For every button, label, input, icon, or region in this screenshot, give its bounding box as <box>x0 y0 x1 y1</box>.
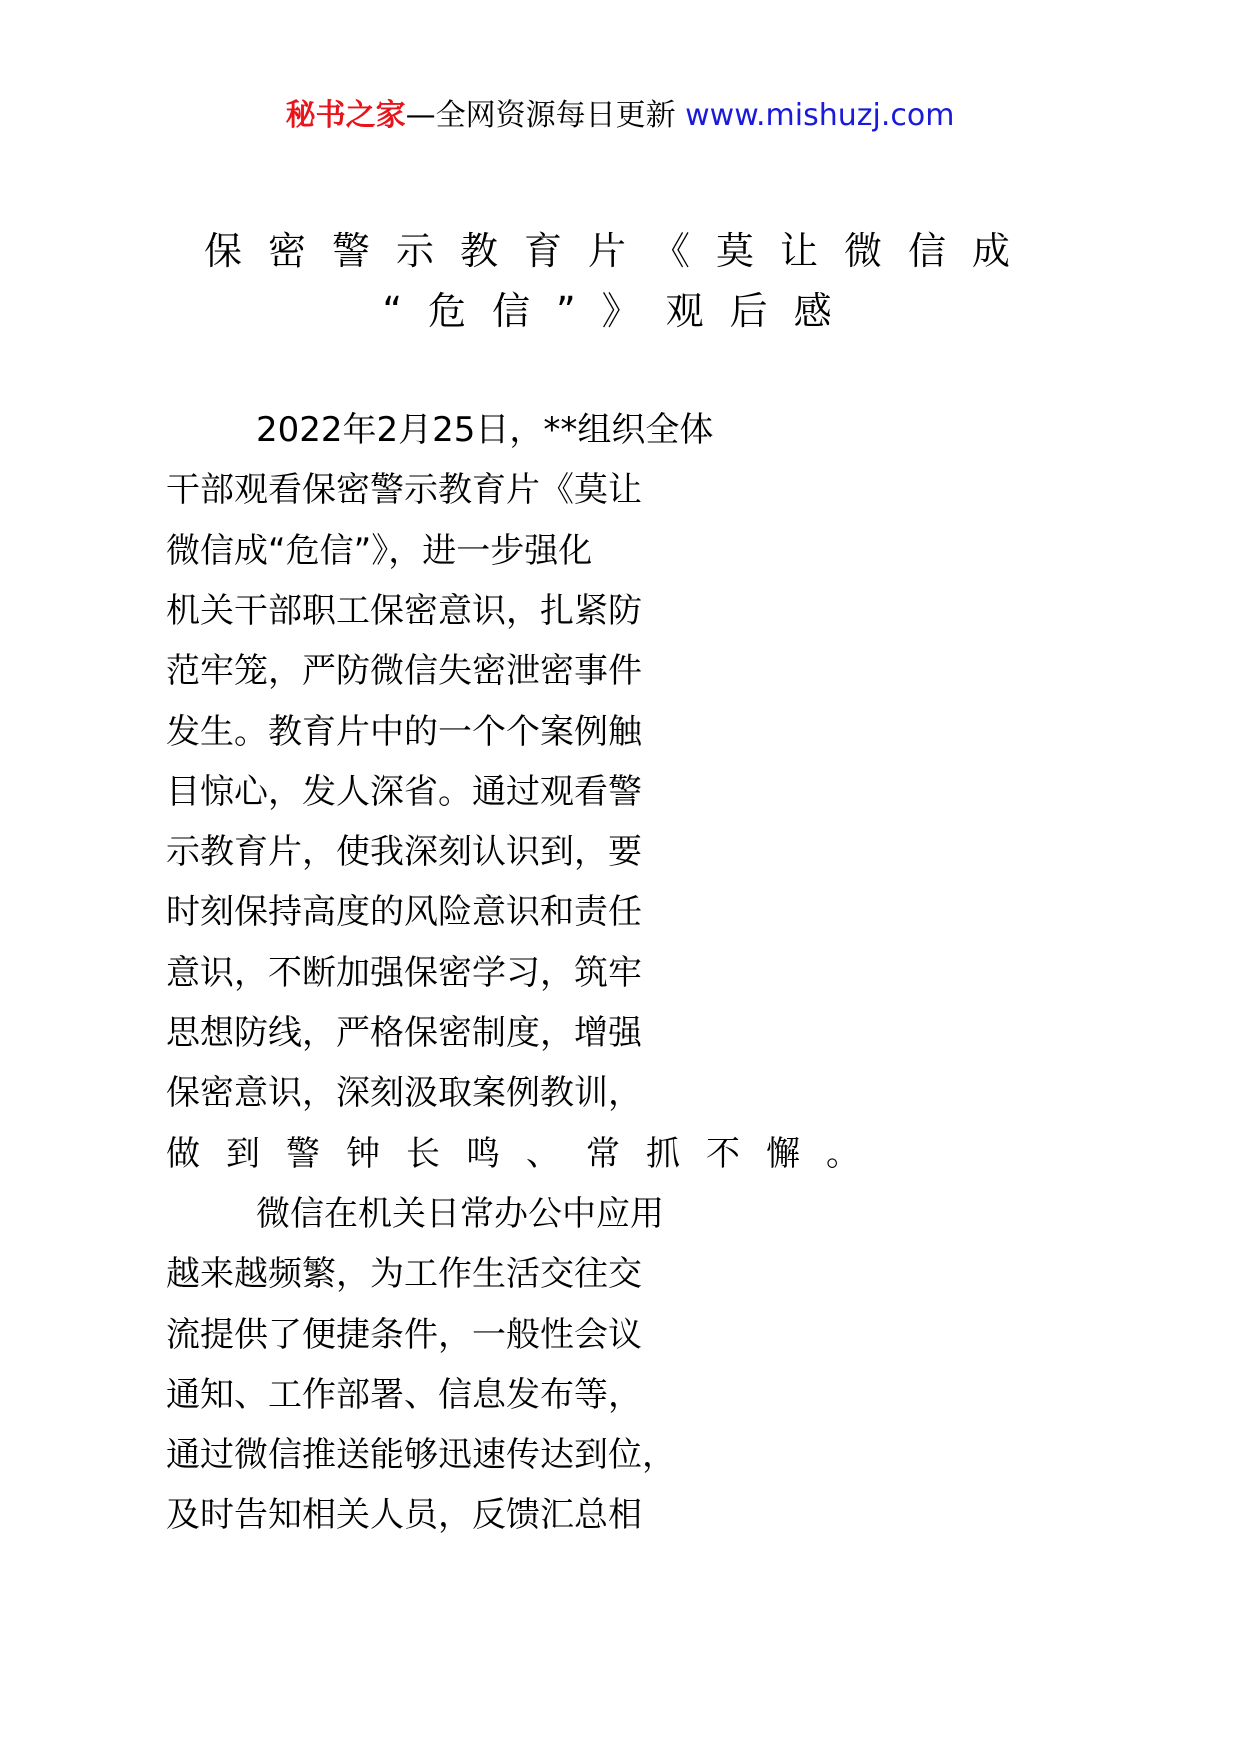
body-line-15: 越来越频繁，为工作生活交往交 <box>166 1254 642 1294</box>
document-title-line-2: “危信”》观后感 <box>382 289 858 333</box>
body-line-2: 干部观看保密警示教育片《莫让 <box>166 470 642 510</box>
site-header <box>0 96 1240 136</box>
body-line-7: 目惊心，发人深省。通过观看警 <box>166 772 642 812</box>
body-line-6: 发生。教育片中的一个个案例触 <box>166 712 642 752</box>
brand-name: 秘书之家 <box>285 98 406 133</box>
site-url-link[interactable]: www.mishuzj.com <box>685 98 955 133</box>
body-line-17: 通知、工作部署、信息发布等， <box>166 1375 642 1415</box>
body-line-10: 意识，不断加强保密学习，筑牢 <box>166 953 642 993</box>
body-line-12: 保密意识，深刻汲取案例教训， <box>166 1073 642 1113</box>
site-tagline: —全网资源每日更新 <box>405 98 676 133</box>
body-line-8: 示教育片，使我深刻认识到，要 <box>166 832 642 872</box>
body-line-13: 做到警钟长鸣、常抓不懈。 <box>166 1134 886 1174</box>
body-line-18: 通过微信推送能够迅速传达到位， <box>166 1435 676 1475</box>
body-line-4: 机关干部职工保密意识，扎紧防 <box>166 591 642 631</box>
body-line-5: 范牢笼，严防微信失密泄密事件 <box>166 651 642 691</box>
body-line-16: 流提供了便捷条件，一般性会议 <box>166 1315 642 1355</box>
body-line-19: 及时告知相关人员，反馈汇总相 <box>166 1495 642 1535</box>
body-line-9: 时刻保持高度的风险意识和责任 <box>166 892 642 932</box>
document-title-line-1: 保密警示教育片《莫让微信成 <box>203 229 1036 273</box>
body-line-1: 2022年2月25日，**组织全体 <box>256 410 714 450</box>
body-line-3: 微信成“危信”》，进一步强化 <box>166 531 593 571</box>
body-line-14: 微信在机关日常办公中应用 <box>256 1194 664 1234</box>
body-line-11: 思想防线，严格保密制度，增强 <box>166 1013 642 1053</box>
